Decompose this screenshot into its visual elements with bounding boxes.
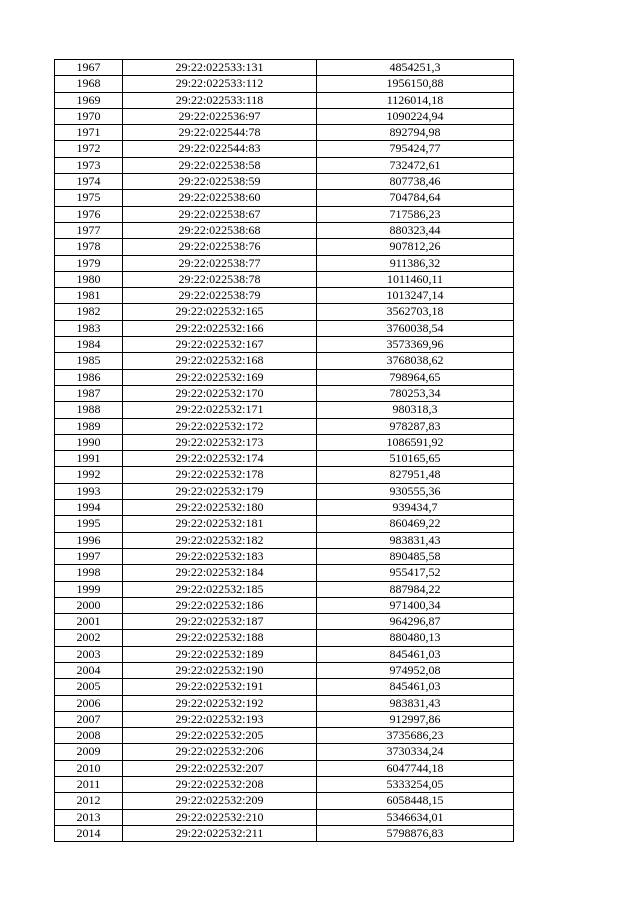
cadastral-number-cell: 29:22:022538:67 xyxy=(123,206,317,222)
row-number-cell: 2003 xyxy=(55,646,123,662)
table-row xyxy=(55,532,514,548)
table-row xyxy=(55,304,514,320)
row-number-cell: 1985 xyxy=(55,353,123,369)
row-number-cell: 2004 xyxy=(55,662,123,678)
row-number-cell: 1997 xyxy=(55,548,123,564)
row-number-cell: 1989 xyxy=(55,418,123,434)
cadastral-number-cell: 29:22:022532:172 xyxy=(123,418,317,434)
table-row xyxy=(55,793,514,809)
table-row xyxy=(55,597,514,613)
cadastral-number-cell: 29:22:022532:189 xyxy=(123,646,317,662)
value-cell: 1090224,94 xyxy=(317,108,514,124)
value-cell: 827951,48 xyxy=(317,467,514,483)
value-cell: 983831,43 xyxy=(317,695,514,711)
row-number-cell: 1972 xyxy=(55,141,123,157)
row-number-cell: 2011 xyxy=(55,777,123,793)
cadastral-number-cell: 29:22:022533:118 xyxy=(123,92,317,108)
cadastral-number-cell: 29:22:022532:206 xyxy=(123,744,317,760)
table-row xyxy=(55,288,514,304)
cadastral-number-cell: 29:22:022532:190 xyxy=(123,662,317,678)
row-number-cell: 1991 xyxy=(55,451,123,467)
value-cell: 845461,03 xyxy=(317,646,514,662)
value-cell: 930555,36 xyxy=(317,483,514,499)
value-cell: 3573369,96 xyxy=(317,337,514,353)
table-body xyxy=(55,60,514,842)
cadastral-number-cell: 29:22:022532:178 xyxy=(123,467,317,483)
cadastral-number-cell: 29:22:022544:78 xyxy=(123,125,317,141)
cadastral-number-cell: 29:22:022532:169 xyxy=(123,369,317,385)
row-number-cell: 1978 xyxy=(55,239,123,255)
row-number-cell: 1996 xyxy=(55,532,123,548)
row-number-cell: 1982 xyxy=(55,304,123,320)
table-row xyxy=(55,60,514,76)
cadastral-number-cell: 29:22:022538:76 xyxy=(123,239,317,255)
cadastral-number-cell: 29:22:022532:205 xyxy=(123,728,317,744)
row-number-cell: 1984 xyxy=(55,337,123,353)
cadastral-number-cell: 29:22:022532:180 xyxy=(123,500,317,516)
cadastral-number-cell: 29:22:022532:193 xyxy=(123,711,317,727)
row-number-cell: 1983 xyxy=(55,320,123,336)
table-row xyxy=(55,385,514,401)
table-row xyxy=(55,434,514,450)
cadastral-number-cell: 29:22:022532:191 xyxy=(123,679,317,695)
cadastral-number-cell: 29:22:022532:167 xyxy=(123,337,317,353)
table-row xyxy=(55,76,514,92)
table-row xyxy=(55,451,514,467)
value-cell: 887984,22 xyxy=(317,581,514,597)
table-row xyxy=(55,825,514,841)
cadastral-number-cell: 29:22:022538:58 xyxy=(123,157,317,173)
value-cell: 1086591,92 xyxy=(317,434,514,450)
value-cell: 880323,44 xyxy=(317,222,514,238)
table-row xyxy=(55,108,514,124)
table-row xyxy=(55,402,514,418)
value-cell: 807738,46 xyxy=(317,174,514,190)
table-row xyxy=(55,630,514,646)
cadastral-number-cell: 29:22:022532:192 xyxy=(123,695,317,711)
value-cell: 907812,26 xyxy=(317,239,514,255)
table-row xyxy=(55,320,514,336)
row-number-cell: 1986 xyxy=(55,369,123,385)
cadastral-number-cell: 29:22:022532:165 xyxy=(123,304,317,320)
row-number-cell: 1993 xyxy=(55,483,123,499)
value-cell: 798964,65 xyxy=(317,369,514,385)
cadastral-number-cell: 29:22:022532:207 xyxy=(123,760,317,776)
table-row xyxy=(55,548,514,564)
cadastral-number-cell: 29:22:022532:210 xyxy=(123,809,317,825)
table-row xyxy=(55,271,514,287)
row-number-cell: 1981 xyxy=(55,288,123,304)
value-cell: 5346634,01 xyxy=(317,809,514,825)
table-row xyxy=(55,467,514,483)
cadastral-number-cell: 29:22:022538:68 xyxy=(123,222,317,238)
value-cell: 5333254,05 xyxy=(317,777,514,793)
row-number-cell: 2009 xyxy=(55,744,123,760)
value-cell: 780253,34 xyxy=(317,385,514,401)
row-number-cell: 1970 xyxy=(55,108,123,124)
row-number-cell: 2001 xyxy=(55,614,123,630)
cadastral-number-cell: 29:22:022538:60 xyxy=(123,190,317,206)
value-cell: 1126014,18 xyxy=(317,92,514,108)
value-cell: 980318,3 xyxy=(317,402,514,418)
table-row xyxy=(55,500,514,516)
table-row xyxy=(55,760,514,776)
row-number-cell: 2000 xyxy=(55,597,123,613)
row-number-cell: 1973 xyxy=(55,157,123,173)
table-row xyxy=(55,206,514,222)
table-row xyxy=(55,777,514,793)
row-number-cell: 1995 xyxy=(55,516,123,532)
table-row xyxy=(55,157,514,173)
row-number-cell: 2005 xyxy=(55,679,123,695)
table-row xyxy=(55,418,514,434)
table-row xyxy=(55,581,514,597)
cadastral-number-cell: 29:22:022532:211 xyxy=(123,825,317,841)
cadastral-number-cell: 29:22:022533:112 xyxy=(123,76,317,92)
cadastral-number-cell: 29:22:022532:171 xyxy=(123,402,317,418)
value-cell: 717586,23 xyxy=(317,206,514,222)
value-cell: 3768038,62 xyxy=(317,353,514,369)
value-cell: 1011460,11 xyxy=(317,271,514,287)
cadastral-number-cell: 29:22:022532:174 xyxy=(123,451,317,467)
value-cell: 704784,64 xyxy=(317,190,514,206)
value-cell: 912997,86 xyxy=(317,711,514,727)
cadastral-number-cell: 29:22:022532:187 xyxy=(123,614,317,630)
value-cell: 6058448,15 xyxy=(317,793,514,809)
table-row xyxy=(55,483,514,499)
cadastral-number-cell: 29:22:022538:59 xyxy=(123,174,317,190)
value-cell: 971400,34 xyxy=(317,597,514,613)
value-cell: 978287,83 xyxy=(317,418,514,434)
table-row xyxy=(55,255,514,271)
cadastral-number-cell: 29:22:022538:79 xyxy=(123,288,317,304)
value-cell: 4854251,3 xyxy=(317,60,514,76)
table-row xyxy=(55,662,514,678)
cadastral-number-cell: 29:22:022544:83 xyxy=(123,141,317,157)
table-row xyxy=(55,222,514,238)
value-cell: 3760038,54 xyxy=(317,320,514,336)
value-cell: 939434,7 xyxy=(317,500,514,516)
value-cell: 911386,32 xyxy=(317,255,514,271)
table-row xyxy=(55,744,514,760)
cadastral-number-cell: 29:22:022532:209 xyxy=(123,793,317,809)
row-number-cell: 1999 xyxy=(55,581,123,597)
cadastral-number-cell: 29:22:022532:182 xyxy=(123,532,317,548)
table-row xyxy=(55,141,514,157)
row-number-cell: 1975 xyxy=(55,190,123,206)
row-number-cell: 2006 xyxy=(55,695,123,711)
cadastral-number-cell: 29:22:022532:188 xyxy=(123,630,317,646)
table-row xyxy=(55,809,514,825)
row-number-cell: 1977 xyxy=(55,222,123,238)
row-number-cell: 1992 xyxy=(55,467,123,483)
table-row xyxy=(55,516,514,532)
cadastral-number-cell: 29:22:022532:186 xyxy=(123,597,317,613)
value-cell: 892794,98 xyxy=(317,125,514,141)
value-cell: 845461,03 xyxy=(317,679,514,695)
value-cell: 510165,65 xyxy=(317,451,514,467)
row-number-cell: 1971 xyxy=(55,125,123,141)
row-number-cell: 1998 xyxy=(55,565,123,581)
table-row xyxy=(55,711,514,727)
table-row xyxy=(55,239,514,255)
cadastral-number-cell: 29:22:022532:184 xyxy=(123,565,317,581)
table-row xyxy=(55,190,514,206)
row-number-cell: 1990 xyxy=(55,434,123,450)
value-cell: 983831,43 xyxy=(317,532,514,548)
data-table xyxy=(54,59,514,842)
value-cell: 964296,87 xyxy=(317,614,514,630)
table-row xyxy=(55,369,514,385)
table-row xyxy=(55,353,514,369)
row-number-cell: 1968 xyxy=(55,76,123,92)
cadastral-number-cell: 29:22:022536:97 xyxy=(123,108,317,124)
row-number-cell: 1976 xyxy=(55,206,123,222)
value-cell: 890485,58 xyxy=(317,548,514,564)
row-number-cell: 2014 xyxy=(55,825,123,841)
cadastral-number-cell: 29:22:022532:185 xyxy=(123,581,317,597)
cadastral-number-cell: 29:22:022532:170 xyxy=(123,385,317,401)
value-cell: 5798876,83 xyxy=(317,825,514,841)
value-cell: 955417,52 xyxy=(317,565,514,581)
value-cell: 1013247,14 xyxy=(317,288,514,304)
value-cell: 880480,13 xyxy=(317,630,514,646)
value-cell: 6047744,18 xyxy=(317,760,514,776)
cadastral-number-cell: 29:22:022532:183 xyxy=(123,548,317,564)
row-number-cell: 1987 xyxy=(55,385,123,401)
table-row xyxy=(55,92,514,108)
row-number-cell: 2013 xyxy=(55,809,123,825)
value-cell: 974952,08 xyxy=(317,662,514,678)
row-number-cell: 1994 xyxy=(55,500,123,516)
row-number-cell: 1979 xyxy=(55,255,123,271)
table-row xyxy=(55,728,514,744)
row-number-cell: 2012 xyxy=(55,793,123,809)
value-cell: 3735686,23 xyxy=(317,728,514,744)
value-cell: 795424,77 xyxy=(317,141,514,157)
cadastral-number-cell: 29:22:022532:179 xyxy=(123,483,317,499)
cadastral-number-cell: 29:22:022532:173 xyxy=(123,434,317,450)
table-row xyxy=(55,125,514,141)
cadastral-number-cell: 29:22:022533:131 xyxy=(123,60,317,76)
value-cell: 3562703,18 xyxy=(317,304,514,320)
row-number-cell: 1967 xyxy=(55,60,123,76)
cadastral-number-cell: 29:22:022538:78 xyxy=(123,271,317,287)
table-row xyxy=(55,565,514,581)
row-number-cell: 1988 xyxy=(55,402,123,418)
value-cell: 732472,61 xyxy=(317,157,514,173)
row-number-cell: 2008 xyxy=(55,728,123,744)
row-number-cell: 1974 xyxy=(55,174,123,190)
row-number-cell: 1969 xyxy=(55,92,123,108)
value-cell: 860469,22 xyxy=(317,516,514,532)
row-number-cell: 2010 xyxy=(55,760,123,776)
value-cell: 1956150,88 xyxy=(317,76,514,92)
cadastral-number-cell: 29:22:022532:181 xyxy=(123,516,317,532)
cadastral-number-cell: 29:22:022532:208 xyxy=(123,777,317,793)
table-row xyxy=(55,614,514,630)
table-row xyxy=(55,679,514,695)
table-row xyxy=(55,695,514,711)
value-cell: 3730334,24 xyxy=(317,744,514,760)
table-row xyxy=(55,646,514,662)
table-row xyxy=(55,174,514,190)
row-number-cell: 2007 xyxy=(55,711,123,727)
row-number-cell: 2002 xyxy=(55,630,123,646)
row-number-cell: 1980 xyxy=(55,271,123,287)
table-row xyxy=(55,337,514,353)
cadastral-number-cell: 29:22:022538:77 xyxy=(123,255,317,271)
cadastral-number-cell: 29:22:022532:168 xyxy=(123,353,317,369)
cadastral-number-cell: 29:22:022532:166 xyxy=(123,320,317,336)
